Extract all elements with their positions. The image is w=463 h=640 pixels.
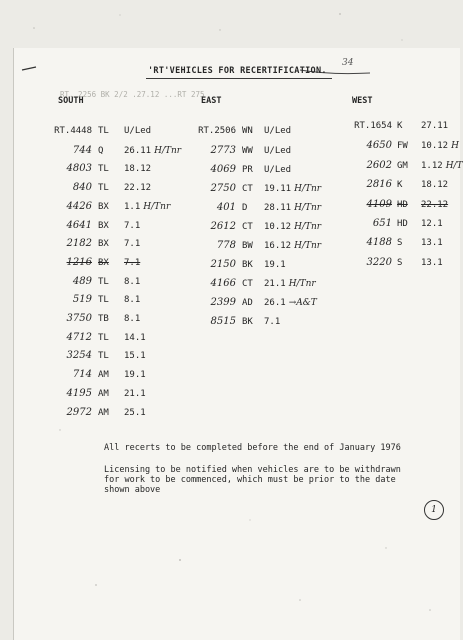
west-vehicle-row: [340, 179, 448, 190]
due-date: 18.12: [421, 180, 449, 191]
south-vehicle-row: [26, 276, 140, 287]
vehicle-number: 744: [72, 144, 92, 156]
garage-code: HD: [397, 219, 408, 229]
garage-code: BX: [98, 201, 109, 212]
title-underline: [146, 78, 332, 79]
vehicle-number: 8515: [210, 316, 236, 327]
vehicle-number: 714: [72, 369, 92, 381]
due-date: 7.1: [264, 317, 281, 327]
vehicle-number: 4650: [366, 140, 392, 152]
handwritten-note: H/Tnr: [294, 241, 322, 251]
due-date: 22.12: [124, 183, 152, 194]
vehicle-number: 2602: [366, 159, 392, 171]
column-header-south: SOUTH: [58, 96, 84, 106]
south-vehicle-row: [26, 294, 140, 305]
due-date: 21.1: [124, 388, 146, 399]
garage-code: S: [397, 238, 403, 249]
vehicle-number: RT.1654: [354, 121, 392, 131]
due-date: 26.11: [124, 145, 152, 156]
handwritten-note: H/Tnr: [294, 203, 322, 213]
due-date: U/Led: [264, 126, 292, 136]
garage-code: K: [397, 180, 403, 191]
due-date: 19.1: [264, 260, 286, 270]
handwritten-note: H: [451, 141, 459, 152]
due-date: 13.1: [421, 238, 443, 249]
due-date: 21.1: [264, 279, 286, 289]
south-vehicle-row: [26, 201, 170, 212]
vehicle-number: 3254: [66, 350, 92, 362]
handwritten-note: H/Tnr: [294, 184, 322, 194]
column-header-west: WEST: [352, 96, 373, 106]
garage-code: BK: [242, 260, 253, 270]
east-vehicle-row: [186, 278, 316, 289]
south-vehicle-row: [26, 163, 151, 174]
south-vehicle-row: [26, 369, 146, 380]
column-header-east: EAST: [201, 96, 222, 106]
due-date: 1.1: [124, 201, 141, 212]
garage-code: TL: [98, 183, 109, 194]
vehicle-number: 4166: [210, 278, 236, 289]
due-date: 28.11: [264, 203, 292, 213]
garage-code: TL: [98, 351, 109, 362]
south-vehicle-row: [26, 145, 181, 156]
garage-code: TL: [98, 276, 109, 287]
west-vehicle-row: [340, 257, 443, 268]
garage-code: CT: [242, 279, 253, 289]
garage-code: TL: [98, 126, 109, 136]
vehicle-number: RT.2506: [198, 126, 236, 136]
completion-note: All recerts to be completed before the end of January 1976: [104, 443, 401, 453]
east-vehicle-row: [186, 221, 321, 232]
east-vehicle-row: [186, 145, 291, 156]
garage-code: BX: [98, 220, 109, 231]
garage-code: CT: [242, 184, 253, 194]
east-vehicle-row: [186, 202, 321, 213]
west-vehicle-row: [340, 237, 443, 248]
due-date: U/Led: [124, 126, 152, 136]
handwritten-note: →A&T: [288, 298, 317, 308]
vehicle-number: 3750: [66, 313, 92, 324]
vehicle-number: 4426: [66, 200, 92, 212]
garage-code: BK: [242, 317, 253, 327]
vehicle-number: 651: [372, 218, 392, 229]
garage-code: TB: [98, 314, 109, 324]
due-date: 8.1: [124, 276, 141, 287]
south-vehicle-row: [26, 126, 151, 136]
vehicle-number: 840: [72, 182, 92, 194]
garage-code: GM: [397, 160, 408, 171]
vehicle-number: 519: [72, 294, 92, 306]
east-vehicle-row: [186, 240, 321, 251]
garage-code: S: [397, 257, 403, 268]
licensing-note-line-3: shown above: [104, 485, 161, 495]
garage-code: WW: [242, 146, 253, 156]
garage-code: TL: [98, 332, 109, 343]
vehicle-number: 2773: [210, 145, 236, 156]
south-vehicle-row: [26, 350, 146, 361]
south-vehicle-row: [26, 182, 151, 193]
south-vehicle-row: [26, 332, 146, 343]
south-vehicle-row: [26, 220, 140, 231]
west-vehicle-row: [340, 199, 448, 210]
due-date: 14.1: [124, 332, 146, 343]
garage-code: AM: [98, 407, 109, 418]
due-date: 1.12: [421, 160, 443, 171]
vehicle-number: 4712: [66, 331, 92, 343]
vehicle-number: 401: [216, 202, 236, 213]
handwritten-note: H/Tnr: [154, 145, 182, 156]
vehicle-number: 2399: [210, 297, 236, 308]
garage-code: AD: [242, 298, 253, 308]
vehicle-number: 778: [216, 240, 236, 251]
handwritten-note: H/Tnr: [294, 222, 322, 232]
garage-code: D: [242, 203, 248, 213]
due-date: 16.12: [264, 241, 292, 251]
garage-code: PR: [242, 165, 253, 175]
due-date: 12.1: [421, 219, 443, 229]
garage-code: AM: [98, 388, 109, 399]
garage-code: WN: [242, 126, 253, 136]
vehicle-number: 3220: [366, 256, 392, 268]
faded-text: RT. 2256 BK 2/2 .27.12 ...RT 275: [60, 90, 205, 99]
vehicle-number: 2816: [366, 179, 392, 191]
west-vehicle-row: [340, 140, 459, 151]
vehicle-number: 4641: [66, 219, 92, 231]
garage-code: CT: [242, 222, 253, 232]
south-vehicle-row: [26, 313, 140, 324]
vehicle-number: 2612: [210, 221, 236, 232]
garage-code: BX: [98, 257, 109, 268]
due-date: 7.1: [124, 239, 141, 250]
due-date: 25.1: [124, 407, 146, 418]
west-vehicle-row: [340, 160, 463, 171]
due-date: 10.12: [421, 141, 449, 152]
garage-code: TL: [98, 295, 109, 306]
south-vehicle-row: [26, 238, 140, 249]
garage-code: AM: [98, 370, 109, 381]
due-date: 8.1: [124, 314, 141, 324]
east-vehicle-row: [186, 297, 317, 308]
south-vehicle-row: [26, 388, 146, 399]
handwritten-note: H/Tnr: [143, 201, 171, 212]
due-date: 19.1: [124, 370, 146, 381]
vehicle-number: 2750: [210, 183, 236, 194]
garage-code: BX: [98, 239, 109, 250]
vehicle-number: 1216: [66, 256, 92, 268]
garage-code: BW: [242, 241, 253, 251]
vehicle-number: 2182: [66, 238, 92, 250]
vehicle-number: 4803: [66, 163, 92, 175]
document-page: [14, 48, 460, 640]
south-vehicle-row: [26, 407, 146, 418]
due-date: 18.12: [124, 164, 152, 175]
page-title: 'RT'VEHICLES FOR RECERTIFICATION.: [148, 66, 327, 76]
east-vehicle-row: [186, 164, 291, 175]
handwritten-note: H/Tnr: [288, 279, 316, 289]
due-date: 13.1: [421, 257, 443, 268]
due-date: U/Led: [264, 146, 292, 156]
west-vehicle-row: [340, 121, 448, 131]
due-date: 19.11: [264, 184, 292, 194]
handwritten-note: H/T: [445, 160, 463, 171]
east-vehicle-row: [186, 126, 291, 136]
vehicle-number: RT.4448: [54, 126, 92, 136]
due-date: 27.11: [421, 121, 449, 131]
due-date: 7.1: [124, 220, 141, 231]
south-vehicle-row: [26, 257, 140, 268]
vehicle-number: 4195: [66, 387, 92, 399]
due-date: 8.1: [124, 295, 141, 306]
due-date: 7.1: [124, 257, 141, 268]
page-number: 34: [342, 58, 354, 68]
east-vehicle-row: [186, 316, 280, 327]
vehicle-number: 2972: [66, 406, 92, 418]
due-date: 15.1: [124, 351, 146, 362]
east-vehicle-row: [186, 183, 321, 194]
garage-code: Q: [98, 145, 104, 156]
due-date: 10.12: [264, 222, 292, 232]
licensing-note-line-2: for work to be commenced, which must be prior to the date: [104, 475, 396, 485]
licensing-note-line-1: Licensing to be notified when vehicles are to be withdrawn: [104, 465, 401, 475]
vehicle-number: 4109: [366, 198, 392, 210]
vehicle-number: 4069: [210, 164, 236, 175]
garage-code: K: [397, 121, 403, 131]
due-date: U/Led: [264, 165, 292, 175]
due-date: 22.12: [421, 199, 449, 210]
east-vehicle-row: [186, 259, 286, 270]
garage-code: FW: [397, 141, 408, 152]
vehicle-number: 489: [72, 275, 92, 287]
circled-number: 1: [424, 500, 444, 520]
vehicle-number: 2150: [210, 259, 236, 270]
vehicle-number: 4188: [366, 237, 392, 249]
garage-code: HD: [397, 199, 408, 210]
garage-code: TL: [98, 164, 109, 175]
due-date: 26.1: [264, 298, 286, 308]
west-vehicle-row: [340, 218, 443, 229]
